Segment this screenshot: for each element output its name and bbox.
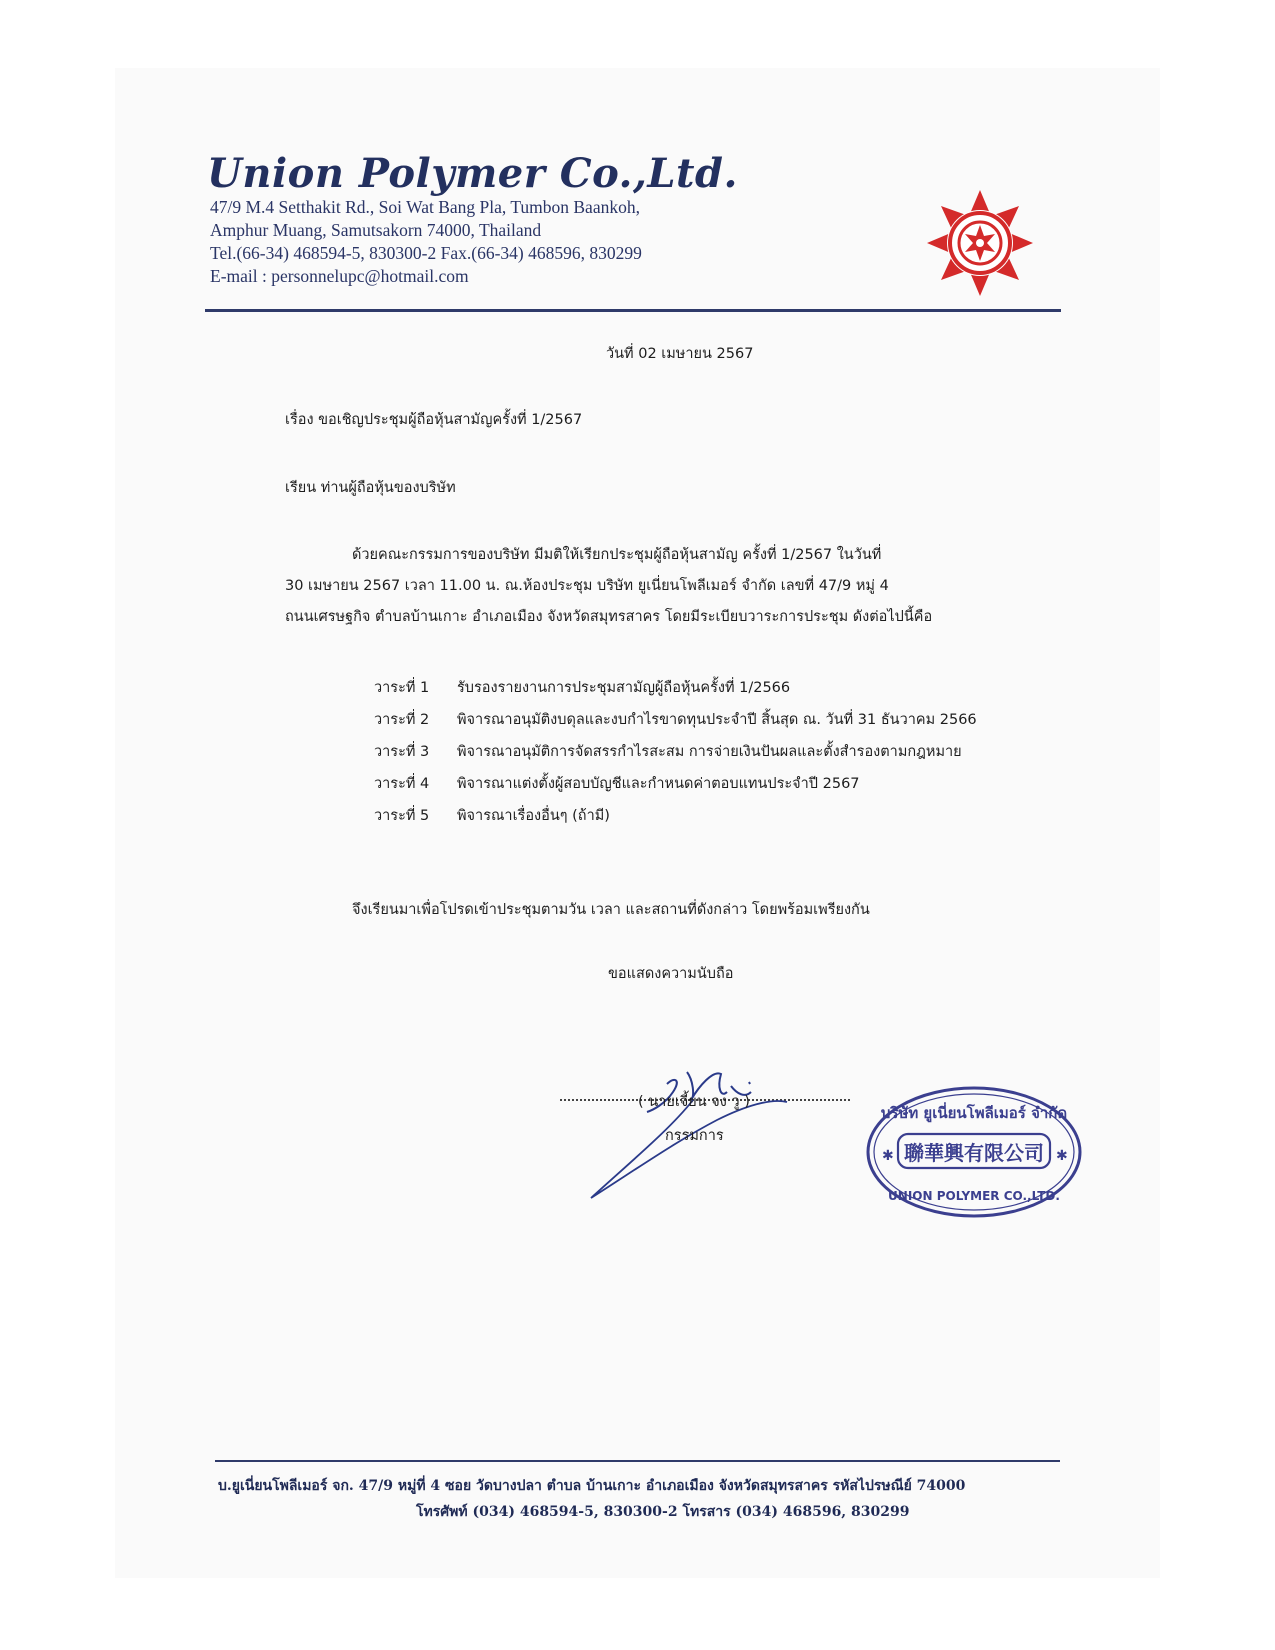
body-line-2: 30 เมษายน 2567 เวลา 11.00 น. ณ.ห้องประชุม บริษัท ยูเนี่ยนโพลีเมอร์ จำกัด เลขที่ 47/9 หมู่ 4 [285,578,889,594]
signatory-title: กรรมการ [665,1128,724,1144]
body-line-1: ด้วยคณะกรรมการของบริษัท มีมติให้เรียกประชุมผู้ถือหุ้นสามัญ ครั้งที่ 1/2567 ในวันที่ [352,547,882,563]
agenda-number: วาระที่ 1 [374,680,430,696]
regards-line: ขอแสดงความนับถือ [608,966,734,982]
red-star-logo-icon [925,188,1035,298]
signatory-name: ( นายเจี้ยน จง วู ) [638,1094,750,1110]
address-line-1: 47/9 M.4 Setthakit Rd., Soi Wat Bang Pla, Tumbon Baankoh, [210,197,640,217]
agenda-item: รับรองรายงานการประชุมสามัญผู้ถือหุ้นครั้งที่ 1/2566 [457,680,791,696]
letter-subject: เรื่อง ขอเชิญประชุมผู้ถือหุ้นสามัญครั้งที่ 1/2567 [285,412,583,428]
agenda-item: พิจารณาอนุมัติงบดุลและงบกำไรขาดทุนประจำปี สิ้นสุด ณ. วันที่ 31 ธันวาคม 2566 [457,712,977,728]
email-line: E-mail : personnelupc@hotmail.com [210,266,469,286]
stamp-chinese-text: 聯華興有限公司 [904,1141,1044,1165]
letter-date: วันที่ 02 เมษายน 2567 [606,346,754,362]
letter-salutation: เรียน ท่านผู้ถือหุ้นของบริษัท [285,480,456,496]
closing-line: จึงเรียนมาเพื่อโปรดเข้าประชุมตามวัน เวลา และสถานที่ดังกล่าว โดยพร้อมเพรียงกัน [352,902,870,918]
stamp-english-text: UNION POLYMER CO.,LTD. [888,1189,1060,1203]
header-rule [205,309,1061,312]
agenda-number: วาระที่ 3 [374,744,430,760]
svg-text:✱: ✱ [1056,1148,1068,1164]
phone-line: Tel.(66-34) 468594-5, 830300-2 Fax.(66-34) 468596, 830299 [210,243,642,263]
agenda-item: พิจารณาแต่งตั้งผู้สอบบัญชีและกำหนดค่าตอบแทนประจำปี 2567 [457,776,860,792]
agenda-number: วาระที่ 4 [374,776,430,792]
agenda-number: วาระที่ 5 [374,808,430,824]
svg-text:✱: ✱ [882,1148,894,1164]
company-stamp [862,1082,1087,1222]
footer-phone: โทรศัพท์ (034) 468594-5, 830300-2 โทรสาร (034) 468596, 830299 [416,1504,910,1520]
address-line-2: Amphur Muang, Samutsakorn 74000, Thailand [210,220,542,240]
body-line-3: ถนนเศรษฐกิจ ตำบลบ้านเกาะ อำเภอเมือง จังหวัดสมุทรสาคร โดยมีระเบียบวาระการประชุม ดังต่อไปนี้คือ [285,609,933,625]
agenda-item: พิจารณาเรื่องอื่นๆ (ถ้ามี) [457,808,610,824]
stamp-thai-text: บริษัท ยูเนี่ยนโพลีเมอร์ จำกัด [880,1104,1068,1122]
company-name: Union Polymer Co.,Ltd. [207,150,738,197]
agenda-item: พิจารณาอนุมัติการจัดสรรกำไรสะสม การจ่ายเงินปันผลและตั้งสำรองตามกฎหมาย [457,744,962,760]
footer-address: บ.ยูเนี่ยนโพลีเมอร์ จก. 47/9 หมู่ที่ 4 ซอย วัดบางปลา ตำบล บ้านเกาะ อำเภอเมือง จังหวัดสมุทรสาคร รหัสไปรษณีย์ 74000 [218,1478,966,1494]
agenda-number: วาระที่ 2 [374,712,430,728]
footer-rule [215,1460,1060,1462]
